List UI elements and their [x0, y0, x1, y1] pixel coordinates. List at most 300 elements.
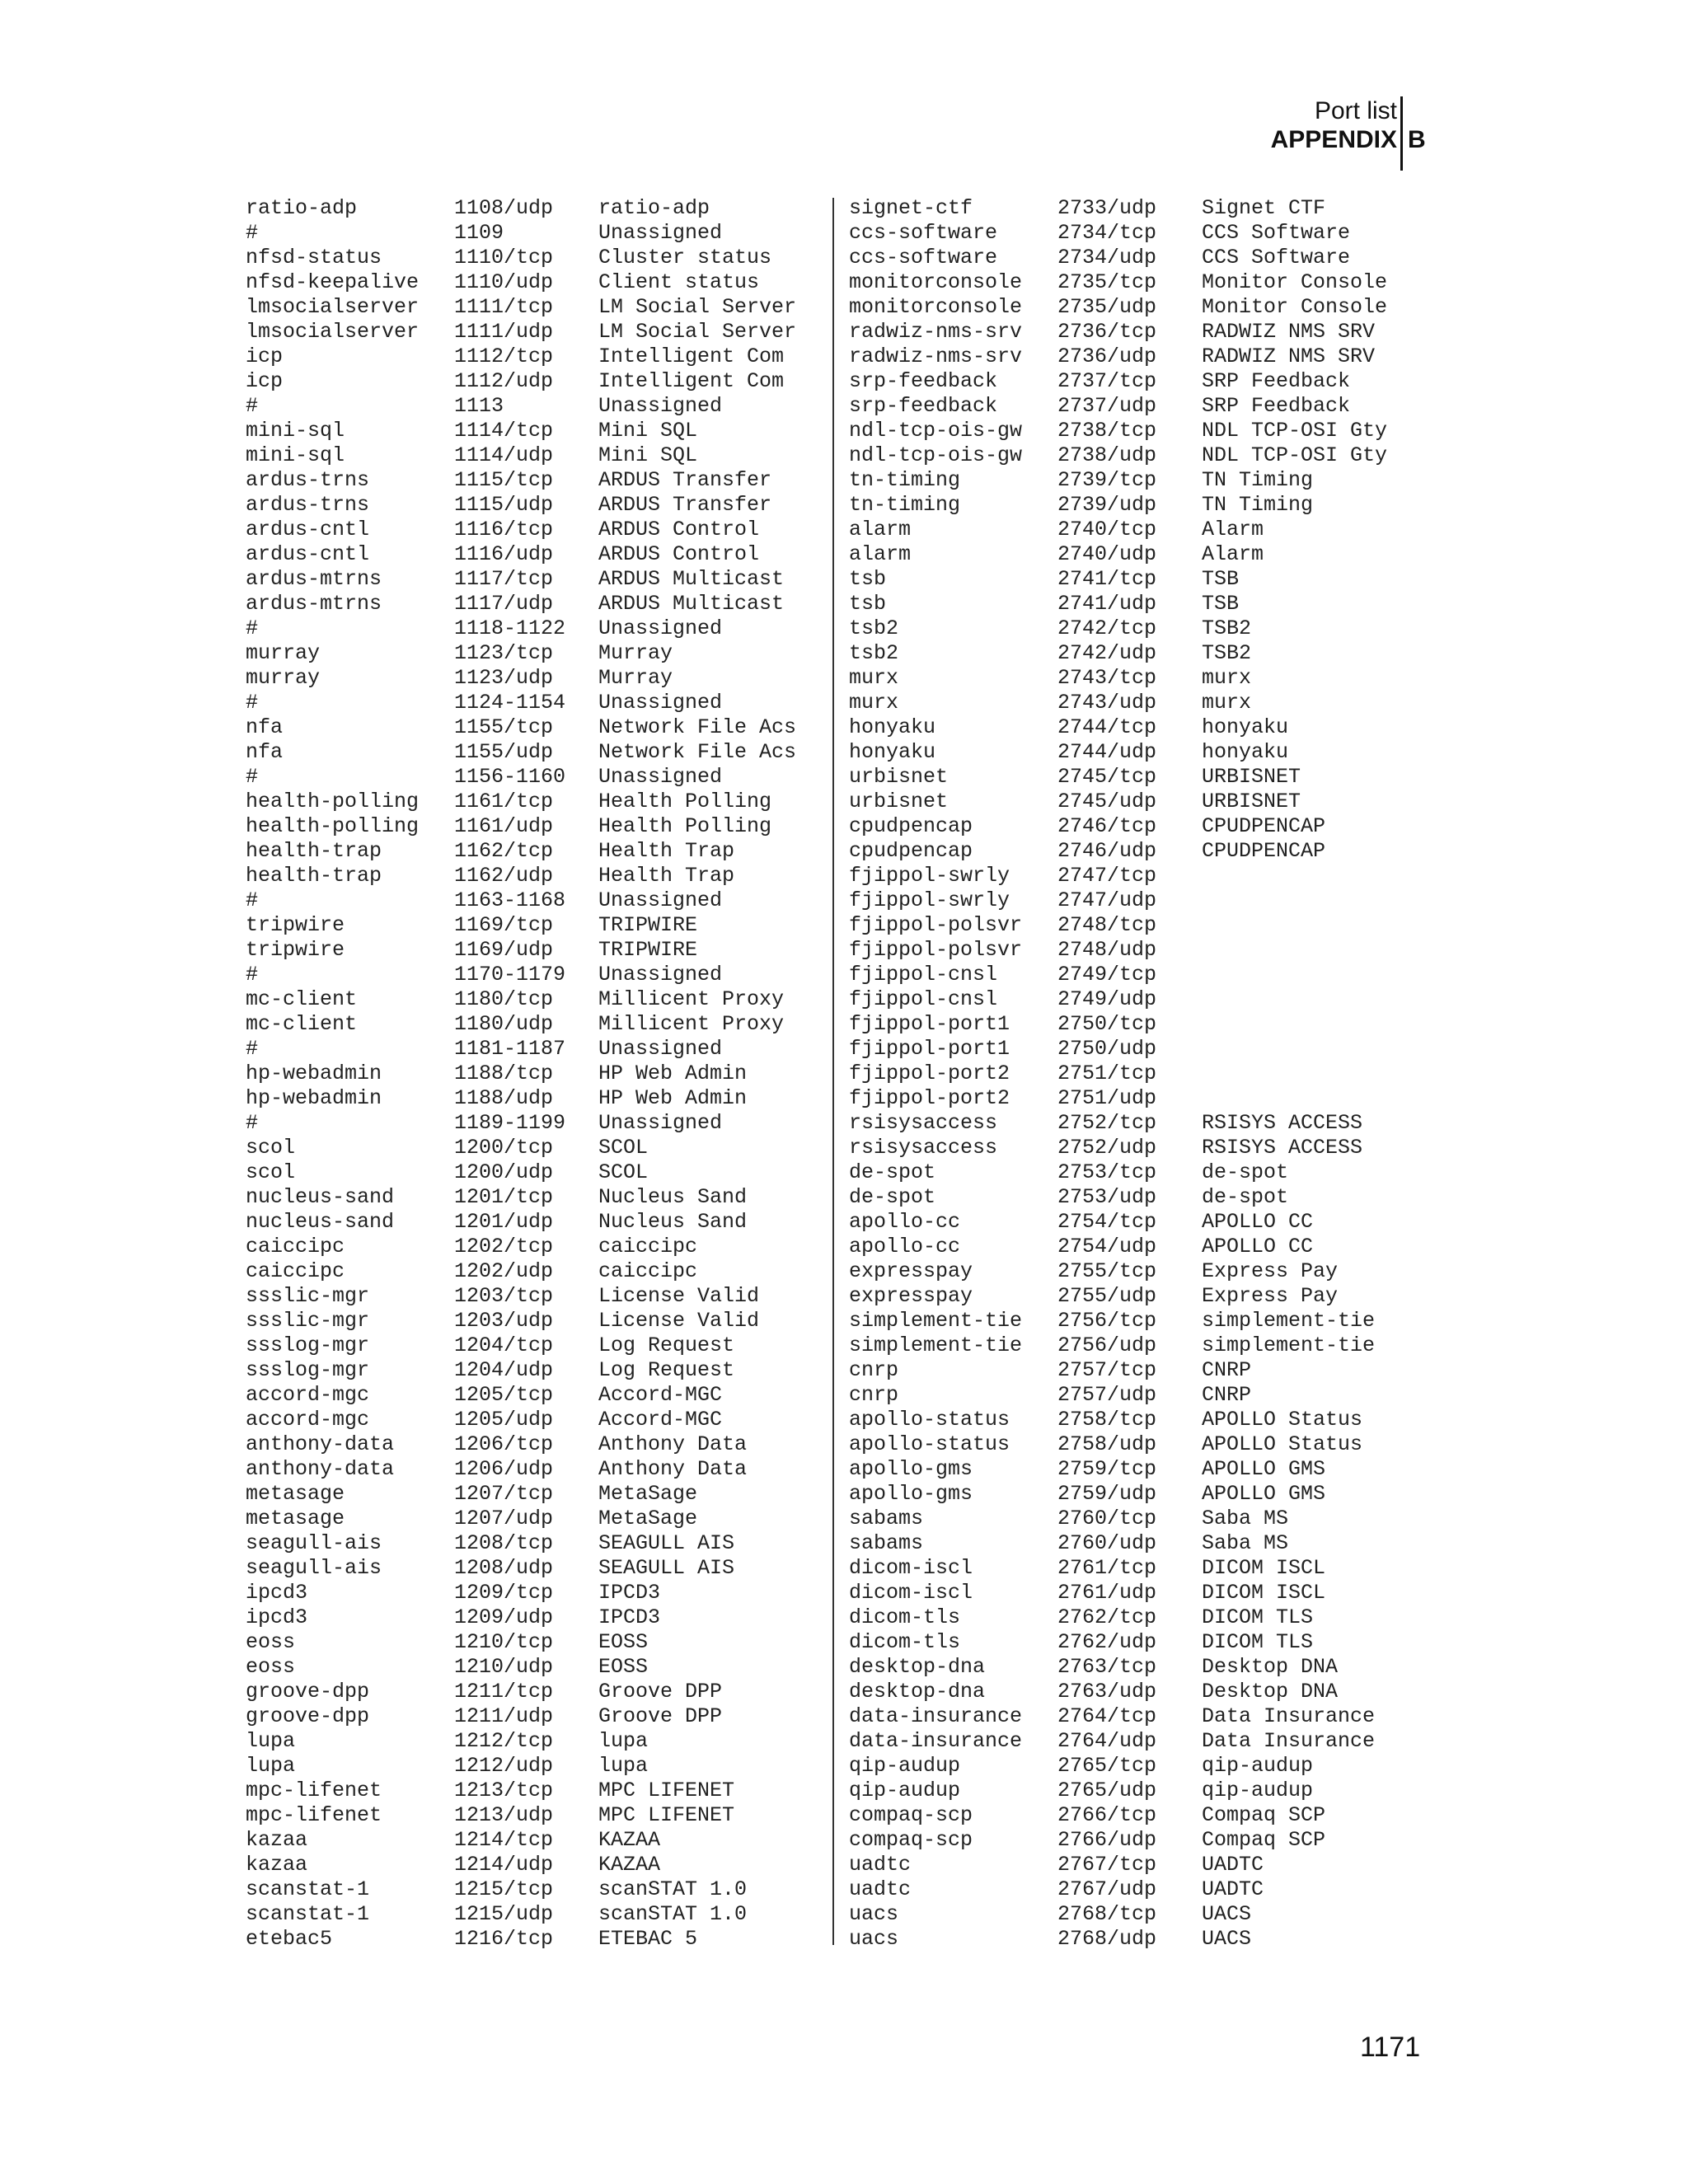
service-name: caiccipc [246, 1259, 345, 1283]
service-name: lmsocialserver [246, 320, 420, 344]
service-name: hp-webadmin [246, 1086, 382, 1110]
description: RADWIZ NMS SRV [1202, 320, 1376, 344]
description: SRP Feedback [1202, 394, 1351, 418]
port-protocol: 2735/udp [1057, 295, 1157, 319]
port-protocol: 2752/tcp [1057, 1111, 1157, 1135]
table-row [246, 1160, 813, 1185]
table-row [849, 666, 1416, 691]
service-name: lupa [246, 1754, 296, 1778]
description: Millicent Proxy [598, 987, 785, 1011]
service-name: ssslog-mgr [246, 1358, 370, 1382]
port-protocol: 2747/udp [1057, 888, 1157, 912]
table-row [246, 1556, 813, 1581]
service-name: ardus-trns [246, 493, 370, 517]
table-row [849, 1185, 1416, 1210]
table-row [849, 839, 1416, 864]
description: MetaSage [598, 1482, 698, 1506]
port-protocol: 2762/tcp [1057, 1605, 1157, 1629]
description: DICOM TLS [1202, 1630, 1314, 1654]
service-name: fjippol-port1 [849, 1037, 1010, 1061]
port-protocol: 2754/udp [1057, 1235, 1157, 1258]
service-name: murray [246, 641, 321, 665]
description: Anthony Data [598, 1457, 748, 1481]
port-protocol: 1201/tcp [454, 1185, 554, 1209]
service-name: icp [246, 344, 284, 368]
port-protocol: 2736/udp [1057, 344, 1157, 368]
description: LM Social Server [598, 320, 797, 344]
table-row [246, 344, 813, 369]
table-row [246, 1927, 813, 1952]
port-protocol: 2743/tcp [1057, 666, 1157, 690]
service-name: nucleus-sand [246, 1210, 395, 1234]
description: ETEBAC 5 [598, 1927, 698, 1951]
port-protocol: 1216/tcp [454, 1927, 554, 1951]
service-name: apollo-gms [849, 1482, 973, 1506]
header-vertical-rule [1400, 96, 1403, 171]
table-row [246, 369, 813, 394]
service-name: uacs [849, 1927, 899, 1951]
port-protocol: 1180/udp [454, 1012, 554, 1036]
port-protocol: 2745/udp [1057, 790, 1157, 813]
header-appendix-label: APPENDIX [1270, 126, 1397, 153]
header-title: Port list [1314, 97, 1397, 124]
port-protocol: 1110/tcp [454, 246, 554, 269]
port-protocol: 1211/tcp [454, 1680, 554, 1704]
table-row [246, 814, 813, 839]
table-row [246, 1309, 813, 1333]
table-row [246, 616, 813, 641]
description: lupa [598, 1729, 649, 1753]
service-name: fjippol-swrly [849, 864, 1010, 888]
description: URBISNET [1202, 790, 1301, 813]
description: Express Pay [1202, 1259, 1339, 1283]
description: ARDUS Control [598, 518, 760, 541]
table-row [246, 1605, 813, 1630]
service-name: fjippol-cnsl [849, 963, 998, 987]
port-protocol: 1124-1154 [454, 691, 566, 715]
service-name: fjippol-swrly [849, 888, 1010, 912]
service-name: nfa [246, 715, 284, 739]
table-row [849, 443, 1416, 468]
service-name: fjippol-port2 [849, 1086, 1010, 1110]
description: qip-audup [1202, 1779, 1314, 1802]
port-protocol: 1200/tcp [454, 1136, 554, 1160]
description: Groove DPP [598, 1680, 723, 1704]
table-row [849, 1779, 1416, 1803]
description: TRIPWIRE [598, 913, 698, 937]
port-protocol: 2756/udp [1057, 1333, 1157, 1357]
table-row [246, 765, 813, 790]
service-name: uadtc [849, 1853, 912, 1877]
service-name: health-trap [246, 839, 382, 863]
table-row [246, 987, 813, 1012]
service-name: nucleus-sand [246, 1185, 395, 1209]
port-protocol: 2750/udp [1057, 1037, 1157, 1061]
service-name: seagull-ais [246, 1556, 382, 1580]
description: TSB [1202, 592, 1240, 616]
description: Intelligent Com [598, 344, 785, 368]
table-row [849, 691, 1416, 715]
description: ARDUS Transfer [598, 493, 772, 517]
description: Intelligent Com [598, 369, 785, 393]
service-name: cpudpencap [849, 814, 973, 838]
service-name: murray [246, 666, 321, 690]
header-appendix-letter: B [1408, 126, 1426, 153]
port-protocol: 2736/tcp [1057, 320, 1157, 344]
table-row [849, 1902, 1416, 1927]
port-protocol: 2744/udp [1057, 740, 1157, 764]
description: Health Trap [598, 864, 735, 888]
description: HP Web Admin [598, 1062, 748, 1085]
service-name: cnrp [849, 1358, 899, 1382]
description: murx [1202, 691, 1252, 715]
service-name: # [246, 888, 259, 912]
table-row [849, 1062, 1416, 1086]
service-name: qip-audup [849, 1754, 961, 1778]
port-protocol: 1170-1179 [454, 963, 566, 987]
table-row [246, 320, 813, 344]
table-row [849, 567, 1416, 592]
description: de-spot [1202, 1185, 1289, 1209]
description: simplement-tie [1202, 1309, 1376, 1333]
table-row [849, 1729, 1416, 1754]
port-protocol: 2737/udp [1057, 394, 1157, 418]
port-protocol: 1208/tcp [454, 1531, 554, 1555]
description: Alarm [1202, 518, 1264, 541]
service-name: icp [246, 369, 284, 393]
table-row [246, 938, 813, 963]
port-protocol: 2755/udp [1057, 1284, 1157, 1308]
table-row [849, 1358, 1416, 1383]
service-name: kazaa [246, 1853, 308, 1877]
description: Mini SQL [598, 443, 698, 467]
description: scanSTAT 1.0 [598, 1902, 748, 1926]
service-name: # [246, 691, 259, 715]
description [1202, 1062, 1416, 1086]
table-row [849, 1605, 1416, 1630]
service-name: compaq-scp [849, 1803, 973, 1827]
port-protocol: 2757/udp [1057, 1383, 1157, 1407]
port-protocol: 1204/tcp [454, 1333, 554, 1357]
table-row [849, 963, 1416, 987]
port-protocol: 1205/tcp [454, 1383, 554, 1407]
table-row [246, 1704, 813, 1729]
table-row [849, 1136, 1416, 1160]
description: Monitor Console [1202, 270, 1388, 294]
service-name: # [246, 394, 259, 418]
port-protocol: 2764/udp [1057, 1729, 1157, 1753]
description: Unassigned [598, 691, 723, 715]
port-protocol: 2750/tcp [1057, 1012, 1157, 1036]
description: APOLLO CC [1202, 1210, 1314, 1234]
table-row [849, 1432, 1416, 1457]
port-protocol: 2751/udp [1057, 1086, 1157, 1110]
port-protocol: 1109 [454, 221, 504, 245]
description: Network File Acs [598, 715, 797, 739]
service-name: mini-sql [246, 419, 345, 443]
port-protocol: 2765/tcp [1057, 1754, 1157, 1778]
description: lupa [598, 1754, 649, 1778]
description: ARDUS Transfer [598, 468, 772, 492]
description: Health Trap [598, 839, 735, 863]
port-protocol: 1114/udp [454, 443, 554, 467]
table-row [849, 1556, 1416, 1581]
description: KAZAA [598, 1828, 661, 1852]
description: EOSS [598, 1630, 649, 1654]
port-protocol: 1215/udp [454, 1902, 554, 1926]
description: MetaSage [598, 1507, 698, 1530]
port-protocol: 2738/udp [1057, 443, 1157, 467]
table-row [246, 1655, 813, 1680]
table-row [849, 1655, 1416, 1680]
description: CCS Software [1202, 221, 1351, 245]
service-name: # [246, 963, 259, 987]
port-protocol: 2762/udp [1057, 1630, 1157, 1654]
service-name: lmsocialserver [246, 295, 420, 319]
port-protocol: 1110/udp [454, 270, 554, 294]
description: UADTC [1202, 1877, 1264, 1901]
service-name: eoss [246, 1630, 296, 1654]
table-row [849, 790, 1416, 814]
description: APOLLO Status [1202, 1432, 1363, 1456]
table-row [246, 1062, 813, 1086]
description: KAZAA [598, 1853, 661, 1877]
service-name: qip-audup [849, 1779, 961, 1802]
service-name: ardus-mtrns [246, 567, 382, 591]
service-name: fjippol-polsvr [849, 913, 1023, 937]
service-name: ssslic-mgr [246, 1284, 370, 1308]
port-protocol: 1201/udp [454, 1210, 554, 1234]
description [1202, 864, 1416, 888]
table-row [246, 963, 813, 987]
table-row [246, 1531, 813, 1556]
port-protocol: 1203/tcp [454, 1284, 554, 1308]
table-row [849, 1704, 1416, 1729]
table-row [849, 740, 1416, 765]
port-protocol: 1169/udp [454, 938, 554, 962]
table-row [246, 1779, 813, 1803]
service-name: ratio-adp [246, 196, 358, 220]
description: Client status [598, 270, 760, 294]
table-row [246, 666, 813, 691]
description: Data Insurance [1202, 1704, 1376, 1728]
table-row [246, 1012, 813, 1037]
service-name: # [246, 765, 259, 789]
service-name: sabams [849, 1531, 924, 1555]
service-name: rsisysaccess [849, 1136, 998, 1160]
table-row [849, 1383, 1416, 1408]
description: Murray [598, 666, 673, 690]
description: Health Polling [598, 814, 772, 838]
table-row [246, 641, 813, 666]
service-name: radwiz-nms-srv [849, 344, 1023, 368]
table-row [849, 641, 1416, 666]
service-name: apollo-cc [849, 1210, 961, 1234]
table-row [849, 814, 1416, 839]
description: Saba MS [1202, 1507, 1289, 1530]
port-protocol: 2748/udp [1057, 938, 1157, 962]
table-row [246, 270, 813, 295]
service-name: monitorconsole [849, 295, 1023, 319]
table-row [246, 1383, 813, 1408]
service-name: ssslog-mgr [246, 1333, 370, 1357]
port-protocol: 1111/udp [454, 320, 554, 344]
description: DICOM ISCL [1202, 1581, 1326, 1605]
port-protocol: 1213/udp [454, 1803, 554, 1827]
service-name: accord-mgc [246, 1408, 370, 1432]
description [1202, 1037, 1416, 1062]
table-row [246, 196, 813, 221]
description: DICOM ISCL [1202, 1556, 1326, 1580]
service-name: scol [246, 1136, 296, 1160]
service-name: mpc-lifenet [246, 1803, 382, 1827]
table-row [246, 443, 813, 468]
table-row [849, 1927, 1416, 1952]
description: Data Insurance [1202, 1729, 1376, 1753]
description: Log Request [598, 1333, 735, 1357]
port-protocol: 2757/tcp [1057, 1358, 1157, 1382]
description: CNRP [1202, 1383, 1252, 1407]
description: Network File Acs [598, 740, 797, 764]
description: EOSS [598, 1655, 649, 1679]
description: honyaku [1202, 715, 1289, 739]
service-name: de-spot [849, 1185, 936, 1209]
description: Murray [598, 641, 673, 665]
service-name: desktop-dna [849, 1680, 986, 1704]
description: caiccipc [598, 1235, 698, 1258]
port-protocol: 1210/tcp [454, 1630, 554, 1654]
service-name: apollo-gms [849, 1457, 973, 1481]
table-row [849, 1333, 1416, 1358]
description: ratio-adp [598, 196, 710, 220]
port-protocol: 2753/tcp [1057, 1160, 1157, 1184]
description [1202, 913, 1416, 938]
table-row [246, 1408, 813, 1432]
table-row [849, 270, 1416, 295]
description: Desktop DNA [1202, 1680, 1339, 1704]
table-row [849, 1259, 1416, 1284]
port-protocol: 1118-1122 [454, 616, 566, 640]
port-protocol: 2758/udp [1057, 1432, 1157, 1456]
service-name: health-polling [246, 814, 420, 838]
port-protocol: 1116/udp [454, 542, 554, 566]
table-row [246, 1877, 813, 1902]
description: TSB [1202, 567, 1240, 591]
service-name: honyaku [849, 740, 936, 764]
description: Unassigned [598, 221, 723, 245]
table-row [246, 468, 813, 493]
port-protocol: 2758/tcp [1057, 1408, 1157, 1432]
port-protocol: 2749/tcp [1057, 963, 1157, 987]
port-protocol: 2768/udp [1057, 1927, 1157, 1951]
port-protocol: 1116/tcp [454, 518, 554, 541]
table-row [849, 1531, 1416, 1556]
port-protocol: 1208/udp [454, 1556, 554, 1580]
table-row [849, 1408, 1416, 1432]
port-protocol: 1117/tcp [454, 567, 554, 591]
port-protocol: 1162/tcp [454, 839, 554, 863]
table-row [849, 1853, 1416, 1877]
service-name: health-trap [246, 864, 382, 888]
table-row [849, 196, 1416, 221]
table-row [849, 1803, 1416, 1828]
table-row [849, 1630, 1416, 1655]
table-row [849, 616, 1416, 641]
port-protocol: 2763/tcp [1057, 1655, 1157, 1679]
port-protocol: 2740/udp [1057, 542, 1157, 566]
service-name: scanstat-1 [246, 1877, 370, 1901]
service-name: ndl-tcp-ois-gw [849, 419, 1023, 443]
table-row [246, 394, 813, 419]
description: Anthony Data [598, 1432, 748, 1456]
description: TN Timing [1202, 468, 1314, 492]
description: qip-audup [1202, 1754, 1314, 1778]
table-row [246, 1358, 813, 1383]
service-name: ndl-tcp-ois-gw [849, 443, 1023, 467]
table-row [246, 913, 813, 938]
table-row [849, 888, 1416, 913]
table-row [849, 1012, 1416, 1037]
description: APOLLO Status [1202, 1408, 1363, 1432]
service-name: hp-webadmin [246, 1062, 382, 1085]
description: Log Request [598, 1358, 735, 1382]
description: ARDUS Multicast [598, 567, 785, 591]
port-protocol: 2741/tcp [1057, 567, 1157, 591]
table-row [849, 864, 1416, 888]
service-name: tn-timing [849, 493, 961, 517]
port-protocol: 2746/tcp [1057, 814, 1157, 838]
service-name: scanstat-1 [246, 1902, 370, 1926]
service-name: health-polling [246, 790, 420, 813]
description [1202, 1012, 1416, 1037]
port-protocol: 2760/udp [1057, 1531, 1157, 1555]
port-protocol: 2743/udp [1057, 691, 1157, 715]
service-name: expresspay [849, 1284, 973, 1308]
port-protocol: 1112/tcp [454, 344, 554, 368]
table-row [849, 1037, 1416, 1062]
service-name: groove-dpp [246, 1680, 370, 1704]
port-protocol: 1123/tcp [454, 641, 554, 665]
table-row [246, 419, 813, 443]
port-protocol: 2768/tcp [1057, 1902, 1157, 1926]
description: Unassigned [598, 963, 723, 987]
port-protocol: 1155/udp [454, 740, 554, 764]
port-protocol: 2737/tcp [1057, 369, 1157, 393]
table-row [849, 221, 1416, 246]
table-row [246, 1581, 813, 1605]
service-name: expresspay [849, 1259, 973, 1283]
description: scanSTAT 1.0 [598, 1877, 748, 1901]
service-name: # [246, 221, 259, 245]
port-protocol: 2735/tcp [1057, 270, 1157, 294]
port-protocol: 2749/udp [1057, 987, 1157, 1011]
table-row [849, 468, 1416, 493]
table-row [246, 1136, 813, 1160]
page-number: 1171 [1360, 2032, 1421, 2063]
service-name: uadtc [849, 1877, 912, 1901]
description: URBISNET [1202, 765, 1301, 789]
table-row [246, 1235, 813, 1259]
table-row [246, 1482, 813, 1507]
service-name: # [246, 1111, 259, 1135]
description: UACS [1202, 1902, 1252, 1926]
port-protocol: 1212/tcp [454, 1729, 554, 1753]
port-protocol: 1214/tcp [454, 1828, 554, 1852]
service-name: tsb [849, 567, 887, 591]
description: RADWIZ NMS SRV [1202, 344, 1376, 368]
description: Nucleus Sand [598, 1210, 748, 1234]
description [1202, 888, 1416, 913]
